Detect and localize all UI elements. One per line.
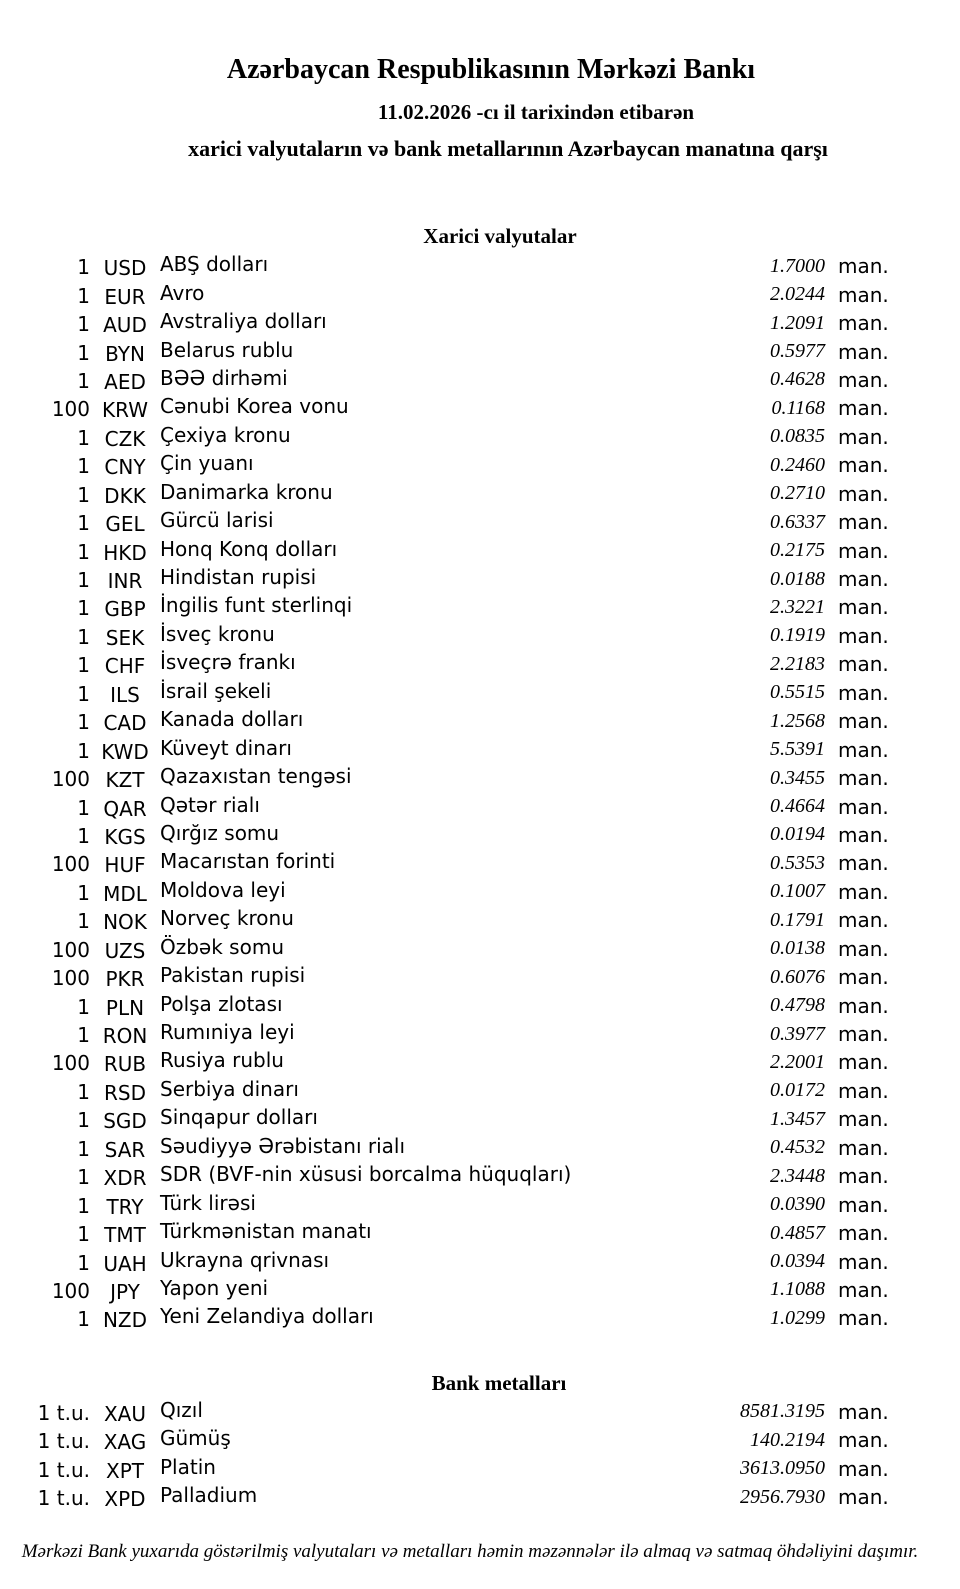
- currency-unit-label: man.: [838, 367, 889, 392]
- currency-rate: 0.0138: [770, 937, 825, 960]
- currency-name: Avro: [160, 280, 205, 305]
- currency-row: [0, 536, 960, 564]
- metal-rate: 2956.7930: [740, 1485, 825, 1508]
- currency-row: [0, 707, 960, 735]
- currency-row: [0, 1247, 960, 1275]
- currency-code: USD: [103, 256, 147, 281]
- currency-row: [0, 1105, 960, 1133]
- currency-row: [0, 679, 960, 707]
- currency-quantity: 1: [77, 710, 90, 735]
- currency-name: Pakistan rupisi: [160, 963, 306, 988]
- currency-code: SEK: [105, 625, 145, 650]
- currency-name: Yapon yeni: [160, 1275, 269, 1300]
- currency-row: [0, 764, 960, 792]
- currency-quantity: 100: [51, 767, 90, 792]
- currency-name: Cənubi Korea vonu: [160, 394, 349, 419]
- effective-date-line: 11.02.2026 -cı il tarixindən etibarən: [377, 100, 695, 124]
- currency-row: [0, 650, 960, 678]
- currency-quantity: 1: [77, 596, 90, 621]
- currency-rate: 0.1791: [770, 908, 825, 931]
- currency-row: [0, 451, 960, 479]
- currency-rate: 0.4857: [770, 1221, 825, 1244]
- currency-name: İsrail şekeli: [160, 678, 272, 703]
- currency-unit-label: man.: [838, 623, 889, 648]
- currency-row: [0, 991, 960, 1019]
- currency-rate: 0.0188: [770, 567, 825, 590]
- currency-name: Qətər rialı: [160, 792, 260, 817]
- currency-rate: 2.2001: [770, 1050, 825, 1073]
- currency-unit-label: man.: [838, 595, 889, 620]
- currency-code: CAD: [103, 711, 147, 736]
- currency-unit-label: man.: [838, 1249, 889, 1274]
- currency-unit-label: man.: [838, 680, 889, 705]
- currency-quantity: 1: [77, 1136, 90, 1161]
- currency-name: ABŞ dolları: [160, 252, 269, 277]
- currency-row: [0, 935, 960, 963]
- metal-code: XAG: [103, 1430, 147, 1455]
- currency-name: Sinqapur dolları: [160, 1105, 318, 1130]
- currency-quantity: 1: [77, 1079, 90, 1104]
- currency-quantity: 1: [77, 1165, 90, 1190]
- currency-quantity: 1: [77, 738, 90, 763]
- currency-unit-label: man.: [838, 282, 889, 307]
- currency-unit-label: man.: [838, 1050, 889, 1075]
- currency-quantity: 1: [77, 340, 90, 365]
- currency-rate: 2.3448: [770, 1164, 825, 1187]
- currency-row: [0, 337, 960, 365]
- currency-unit-label: man.: [838, 737, 889, 762]
- currency-quantity: 1: [77, 1023, 90, 1048]
- currency-unit-label: man.: [838, 709, 889, 734]
- currency-quantity: 1: [77, 1307, 90, 1332]
- currency-name: Səudiyyə Ərəbistanı rialı: [160, 1133, 406, 1158]
- currency-name: İsveç kronu: [160, 621, 275, 646]
- currency-code: CNY: [104, 455, 146, 480]
- currency-unit-label: man.: [838, 822, 889, 847]
- currency-name: Rumıniya leyi: [160, 1020, 295, 1045]
- currency-code: NZD: [102, 1308, 148, 1333]
- currency-rate: 0.5353: [770, 851, 825, 874]
- metal-rate: 8581.3195: [740, 1400, 825, 1423]
- currency-row: [0, 1134, 960, 1162]
- currency-rate: 0.1919: [770, 624, 825, 647]
- currency-quantity: 100: [51, 1051, 90, 1076]
- metal-code: XAU: [103, 1401, 147, 1426]
- currency-rate: 2.3221: [770, 595, 825, 618]
- currency-code: KRW: [102, 398, 148, 423]
- currency-code: RSD: [104, 1080, 146, 1105]
- currency-rate: 2.0244: [770, 283, 825, 306]
- currency-quantity: 1: [77, 681, 90, 706]
- currency-unit-label: man.: [838, 851, 889, 876]
- currency-name: Belarus rublu: [160, 337, 294, 362]
- currency-rate: 0.4664: [770, 795, 825, 818]
- currency-code: SAR: [104, 1137, 146, 1162]
- currency-unit-label: man.: [838, 311, 889, 336]
- currency-row: [0, 1048, 960, 1076]
- currency-code: ILS: [110, 682, 140, 707]
- currency-quantity: 1: [77, 1108, 90, 1133]
- metal-code: XPD: [104, 1487, 146, 1512]
- currency-row: [0, 792, 960, 820]
- currency-code: CHF: [104, 654, 146, 679]
- currency-row: [0, 963, 960, 991]
- currency-name: Küveyt dinarı: [160, 735, 292, 760]
- currency-rate: 0.5977: [770, 340, 825, 363]
- currency-code: HUF: [104, 853, 146, 878]
- currency-rate: 0.3977: [770, 1022, 825, 1045]
- currency-quantity: 1: [77, 795, 90, 820]
- currency-rate: 0.1007: [770, 880, 825, 903]
- currency-row: [0, 565, 960, 593]
- metal-rate: 140.2194: [750, 1428, 825, 1451]
- currency-quantity: 100: [51, 1278, 90, 1303]
- currency-quantity: 1: [77, 425, 90, 450]
- currency-code: DKK: [104, 483, 146, 508]
- currency-rate: 0.5515: [770, 681, 825, 704]
- currency-name: Moldova leyi: [160, 877, 286, 902]
- currency-rate: 0.3455: [770, 766, 825, 789]
- currency-rate: 2.2183: [770, 652, 825, 675]
- currency-code: NOK: [103, 910, 147, 935]
- metal-row: [0, 1455, 960, 1484]
- currency-row: [0, 252, 960, 280]
- currency-row: [0, 394, 960, 422]
- currency-row: [0, 878, 960, 906]
- currency-rate: 0.2460: [770, 453, 825, 476]
- currency-rate: 0.4628: [770, 368, 825, 391]
- metal-rate: 3613.0950: [740, 1457, 825, 1480]
- currency-row: [0, 423, 960, 451]
- currency-unit-label: man.: [838, 1221, 889, 1246]
- currency-name: Yeni Zelandiya dolları: [160, 1304, 374, 1329]
- currency-unit-label: man.: [838, 424, 889, 449]
- currency-code: XDR: [103, 1166, 147, 1191]
- currency-row: [0, 1304, 960, 1332]
- currency-unit-label: man.: [838, 510, 889, 535]
- currency-name: Honq Konq dolları: [160, 536, 338, 561]
- currency-code: KWD: [101, 739, 149, 764]
- currency-name: Rusiya rublu: [160, 1048, 284, 1073]
- currency-rate: 0.4798: [770, 994, 825, 1017]
- currency-name: Türkmənistan manatı: [160, 1219, 372, 1244]
- currency-row: [0, 622, 960, 650]
- currency-name: Polşa zlotası: [160, 991, 283, 1016]
- currency-quantity: 1: [77, 823, 90, 848]
- currency-name: Kanada dolları: [160, 707, 304, 732]
- currency-rate: 0.6076: [770, 965, 825, 988]
- currency-name: Serbiya dinarı: [160, 1076, 299, 1101]
- currency-quantity: 1: [77, 454, 90, 479]
- metal-row: [0, 1426, 960, 1455]
- currency-quantity: 1: [77, 312, 90, 337]
- page-title: Azərbaycan Respublikasının Mərkəzi Bankı: [226, 54, 756, 85]
- currency-row: [0, 1276, 960, 1304]
- currency-unit-label: man.: [838, 993, 889, 1018]
- currency-code: KZT: [105, 768, 145, 793]
- currency-quantity: 1: [77, 1250, 90, 1275]
- currency-quantity: 1: [77, 255, 90, 280]
- currency-unit-label: man.: [838, 1192, 889, 1217]
- currency-unit-label: man.: [838, 1164, 889, 1189]
- metal-code: XPT: [106, 1458, 144, 1483]
- currency-rate: 1.0299: [770, 1306, 825, 1329]
- currency-row: [0, 309, 960, 337]
- currency-name: Çexiya kronu: [160, 422, 291, 447]
- currency-unit-label: man.: [838, 339, 889, 364]
- currency-rate: 1.2091: [770, 311, 825, 334]
- metal-quantity: 1 t.u.: [37, 1400, 90, 1425]
- currency-code: EUR: [104, 284, 146, 309]
- currency-name: Macarıstan forinti: [160, 849, 336, 874]
- currency-name: İsveçrə frankı: [160, 650, 296, 675]
- currency-rate: 0.0390: [770, 1193, 825, 1216]
- metal-quantity: 1 t.u.: [37, 1457, 90, 1482]
- currency-code: INR: [107, 569, 143, 594]
- currency-name: Çin yuanı: [160, 451, 254, 476]
- currency-rate: 0.4532: [770, 1136, 825, 1159]
- currency-unit-label: man.: [838, 965, 889, 990]
- currency-code: GEL: [105, 512, 145, 537]
- currency-rate: 0.1168: [771, 396, 825, 419]
- currency-name: Norveç kronu: [160, 906, 294, 931]
- currency-rate: 1.1088: [770, 1278, 825, 1301]
- currency-unit-label: man.: [838, 936, 889, 961]
- metals-table: [0, 1398, 960, 1512]
- metal-unit-label: man.: [838, 1428, 889, 1453]
- currencies-section-heading: Xarici valyutalar: [423, 224, 577, 248]
- currency-rate: 0.0835: [770, 425, 825, 448]
- currency-code: PKR: [105, 967, 145, 992]
- obligation-note: Mərkəzi Bank yuxarıda göstərilmiş valyutaları və metalları həmin məzənnələr ilə almaq və satmaq öhdəliyini daşımır.: [21, 1540, 919, 1562]
- currency-quantity: 1: [77, 511, 90, 536]
- metal-name: Palladium: [160, 1483, 258, 1508]
- currency-name: Türk lirəsi: [160, 1190, 256, 1215]
- currency-code: MDL: [103, 881, 147, 906]
- currency-code: SGD: [103, 1109, 147, 1134]
- currency-unit-label: man.: [838, 794, 889, 819]
- currency-code: UZS: [104, 938, 146, 963]
- currency-quantity: 1: [77, 994, 90, 1019]
- currency-rate: 1.7000: [770, 254, 825, 277]
- currency-name: Hindistan rupisi: [160, 565, 317, 590]
- metal-name: Qızıl: [160, 1397, 203, 1422]
- currency-rate: 0.0394: [770, 1250, 825, 1273]
- currency-code: AED: [104, 369, 146, 394]
- currency-quantity: 1: [77, 482, 90, 507]
- currency-unit-label: man.: [838, 567, 889, 592]
- currency-row: [0, 1020, 960, 1048]
- currency-name: Avstraliya dolları: [160, 309, 327, 334]
- currency-name: SDR (BVF-nin xüsusi borcalma hüquqları): [160, 1162, 572, 1187]
- currency-rate: 5.5391: [770, 738, 825, 761]
- currency-code: TMT: [104, 1223, 146, 1248]
- currency-code: GBP: [104, 597, 146, 622]
- currency-unit-label: man.: [838, 652, 889, 677]
- currency-rate: 1.3457: [770, 1107, 825, 1130]
- currency-quantity: 1: [77, 653, 90, 678]
- metal-row: [0, 1398, 960, 1427]
- currency-unit-label: man.: [838, 254, 889, 279]
- currency-name: Qırğız somu: [160, 820, 280, 845]
- currency-quantity: 1: [77, 368, 90, 393]
- currency-rate: 1.2568: [770, 709, 825, 732]
- currency-code: RUB: [103, 1052, 147, 1077]
- currency-row: [0, 735, 960, 763]
- currency-unit-label: man.: [838, 1277, 889, 1302]
- currency-name: İngilis funt sterlinqi: [160, 593, 353, 618]
- metal-quantity: 1 t.u.: [37, 1486, 90, 1511]
- page-subtitle: xarici valyutaların və bank metallarının Azərbaycan manatına qarşı: [188, 136, 828, 161]
- currency-code: PLN: [105, 995, 145, 1020]
- currency-unit-label: man.: [838, 1107, 889, 1132]
- currency-quantity: 1: [77, 283, 90, 308]
- currency-quantity: 1: [77, 1193, 90, 1218]
- currency-quantity: 1: [77, 1222, 90, 1247]
- currency-row: [0, 1219, 960, 1247]
- currency-code: KGS: [104, 824, 146, 849]
- currency-table: [0, 252, 960, 1333]
- currency-name: Danimarka kronu: [160, 479, 333, 504]
- currency-row: [0, 593, 960, 621]
- currency-row: [0, 1077, 960, 1105]
- currency-row: [0, 1162, 960, 1190]
- currency-rate: 0.6337: [770, 510, 825, 533]
- currency-unit-label: man.: [838, 766, 889, 791]
- currency-row: [0, 480, 960, 508]
- currency-unit-label: man.: [838, 396, 889, 421]
- currency-code: BYN: [105, 341, 145, 366]
- currency-rate: 0.0172: [770, 1079, 825, 1102]
- currency-quantity: 1: [77, 909, 90, 934]
- currency-unit-label: man.: [838, 879, 889, 904]
- currency-name: Ukrayna qrivnası: [160, 1247, 330, 1272]
- currency-name: Qazaxıstan tengəsi: [160, 764, 352, 789]
- currency-code: JPY: [110, 1279, 140, 1304]
- currency-row: [0, 849, 960, 877]
- currency-rate: 0.2175: [770, 539, 825, 562]
- currency-code: RON: [102, 1024, 148, 1049]
- currency-code: CZK: [104, 426, 146, 451]
- metal-unit-label: man.: [838, 1399, 889, 1424]
- currency-quantity: 100: [51, 937, 90, 962]
- currency-unit-label: man.: [838, 1078, 889, 1103]
- metal-name: Platin: [160, 1454, 216, 1479]
- currency-unit-label: man.: [838, 1135, 889, 1160]
- currency-name: Özbək somu: [160, 934, 284, 959]
- metal-name: Gümüş: [160, 1426, 231, 1451]
- currency-rate: 0.2710: [770, 482, 825, 505]
- currency-row: [0, 821, 960, 849]
- metal-row: [0, 1483, 960, 1512]
- currency-quantity: 100: [51, 852, 90, 877]
- currency-unit-label: man.: [838, 908, 889, 933]
- currency-row: [0, 508, 960, 536]
- currency-quantity: 100: [51, 966, 90, 991]
- currency-code: TRY: [106, 1194, 144, 1219]
- currency-name: BƏƏ dirhəmi: [160, 365, 288, 390]
- metal-quantity: 1 t.u.: [37, 1429, 90, 1454]
- currency-row: [0, 906, 960, 934]
- currency-quantity: 1: [77, 568, 90, 593]
- currency-unit-label: man.: [838, 1022, 889, 1047]
- currency-quantity: 1: [77, 624, 90, 649]
- metal-unit-label: man.: [838, 1485, 889, 1510]
- currency-unit-label: man.: [838, 538, 889, 563]
- currency-unit-label: man.: [838, 1306, 889, 1331]
- metals-section-heading: Bank metalları: [431, 1370, 567, 1395]
- currency-unit-label: man.: [838, 481, 889, 506]
- currency-unit-label: man.: [838, 453, 889, 478]
- currency-row: [0, 1190, 960, 1218]
- currency-quantity: 1: [77, 880, 90, 905]
- metal-unit-label: man.: [838, 1456, 889, 1481]
- currency-quantity: 1: [77, 539, 90, 564]
- currency-code: UAH: [103, 1251, 147, 1276]
- currency-row: [0, 280, 960, 308]
- currency-code: HKD: [103, 540, 147, 565]
- currency-quantity: 100: [51, 397, 90, 422]
- currency-code: QAR: [103, 796, 147, 821]
- currency-rate: 0.0194: [770, 823, 825, 846]
- currency-row: [0, 366, 960, 394]
- currency-code: AUD: [103, 313, 147, 338]
- currency-name: Gürcü larisi: [160, 508, 274, 533]
